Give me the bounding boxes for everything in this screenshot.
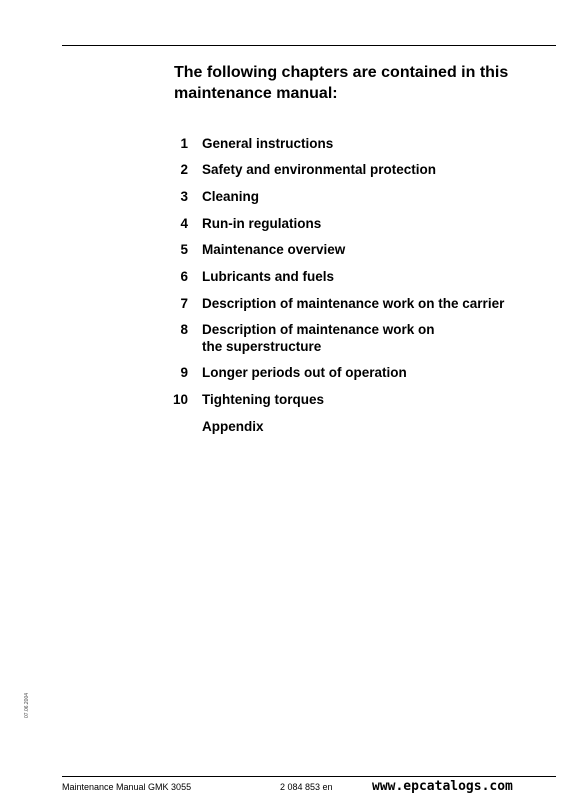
chapter-title: Maintenance overview — [202, 242, 346, 257]
footer-document-number: 2 084 853 en — [280, 782, 333, 792]
chapter-number: 9 — [180, 365, 188, 380]
top-rule — [62, 45, 556, 46]
chapter-title: Safety and environmental protection — [202, 162, 437, 177]
chapter-number: 3 — [180, 189, 188, 204]
chapter-number: 8 — [180, 322, 188, 337]
bottom-rule — [62, 776, 556, 777]
chapter-number: 1 — [180, 136, 188, 151]
chapter-title: Description of maintenance work on the carrier — [202, 296, 505, 311]
chapter-title: Tightening torques — [202, 392, 324, 407]
chapter-title: Cleaning — [202, 189, 260, 204]
chapter-title: Appendix — [202, 419, 264, 434]
footer-manual-title: Maintenance Manual GMK 3055 — [62, 782, 192, 792]
chapter-title: General instructions — [202, 136, 334, 151]
chapter-title: Longer periods out of operation — [202, 365, 407, 380]
side-date-stamp: 07.06.2004 — [24, 692, 30, 718]
chapter-title: Description of maintenance work on the superstructure — [202, 322, 435, 354]
chapter-number: 2 — [180, 162, 188, 177]
chapter-title: Lubricants and fuels — [202, 269, 335, 284]
page-heading: The following chapters are contained in this maintenance manual: — [174, 64, 509, 102]
chapter-number: 7 — [180, 296, 188, 311]
footer-watermark: www.epcatalogs.com — [372, 779, 513, 794]
chapter-title: Run-in regulations — [202, 216, 322, 231]
chapter-number: 4 — [180, 216, 188, 231]
chapter-number: 6 — [180, 269, 188, 284]
chapter-number: 5 — [180, 242, 188, 257]
chapter-number: 10 — [172, 392, 188, 407]
